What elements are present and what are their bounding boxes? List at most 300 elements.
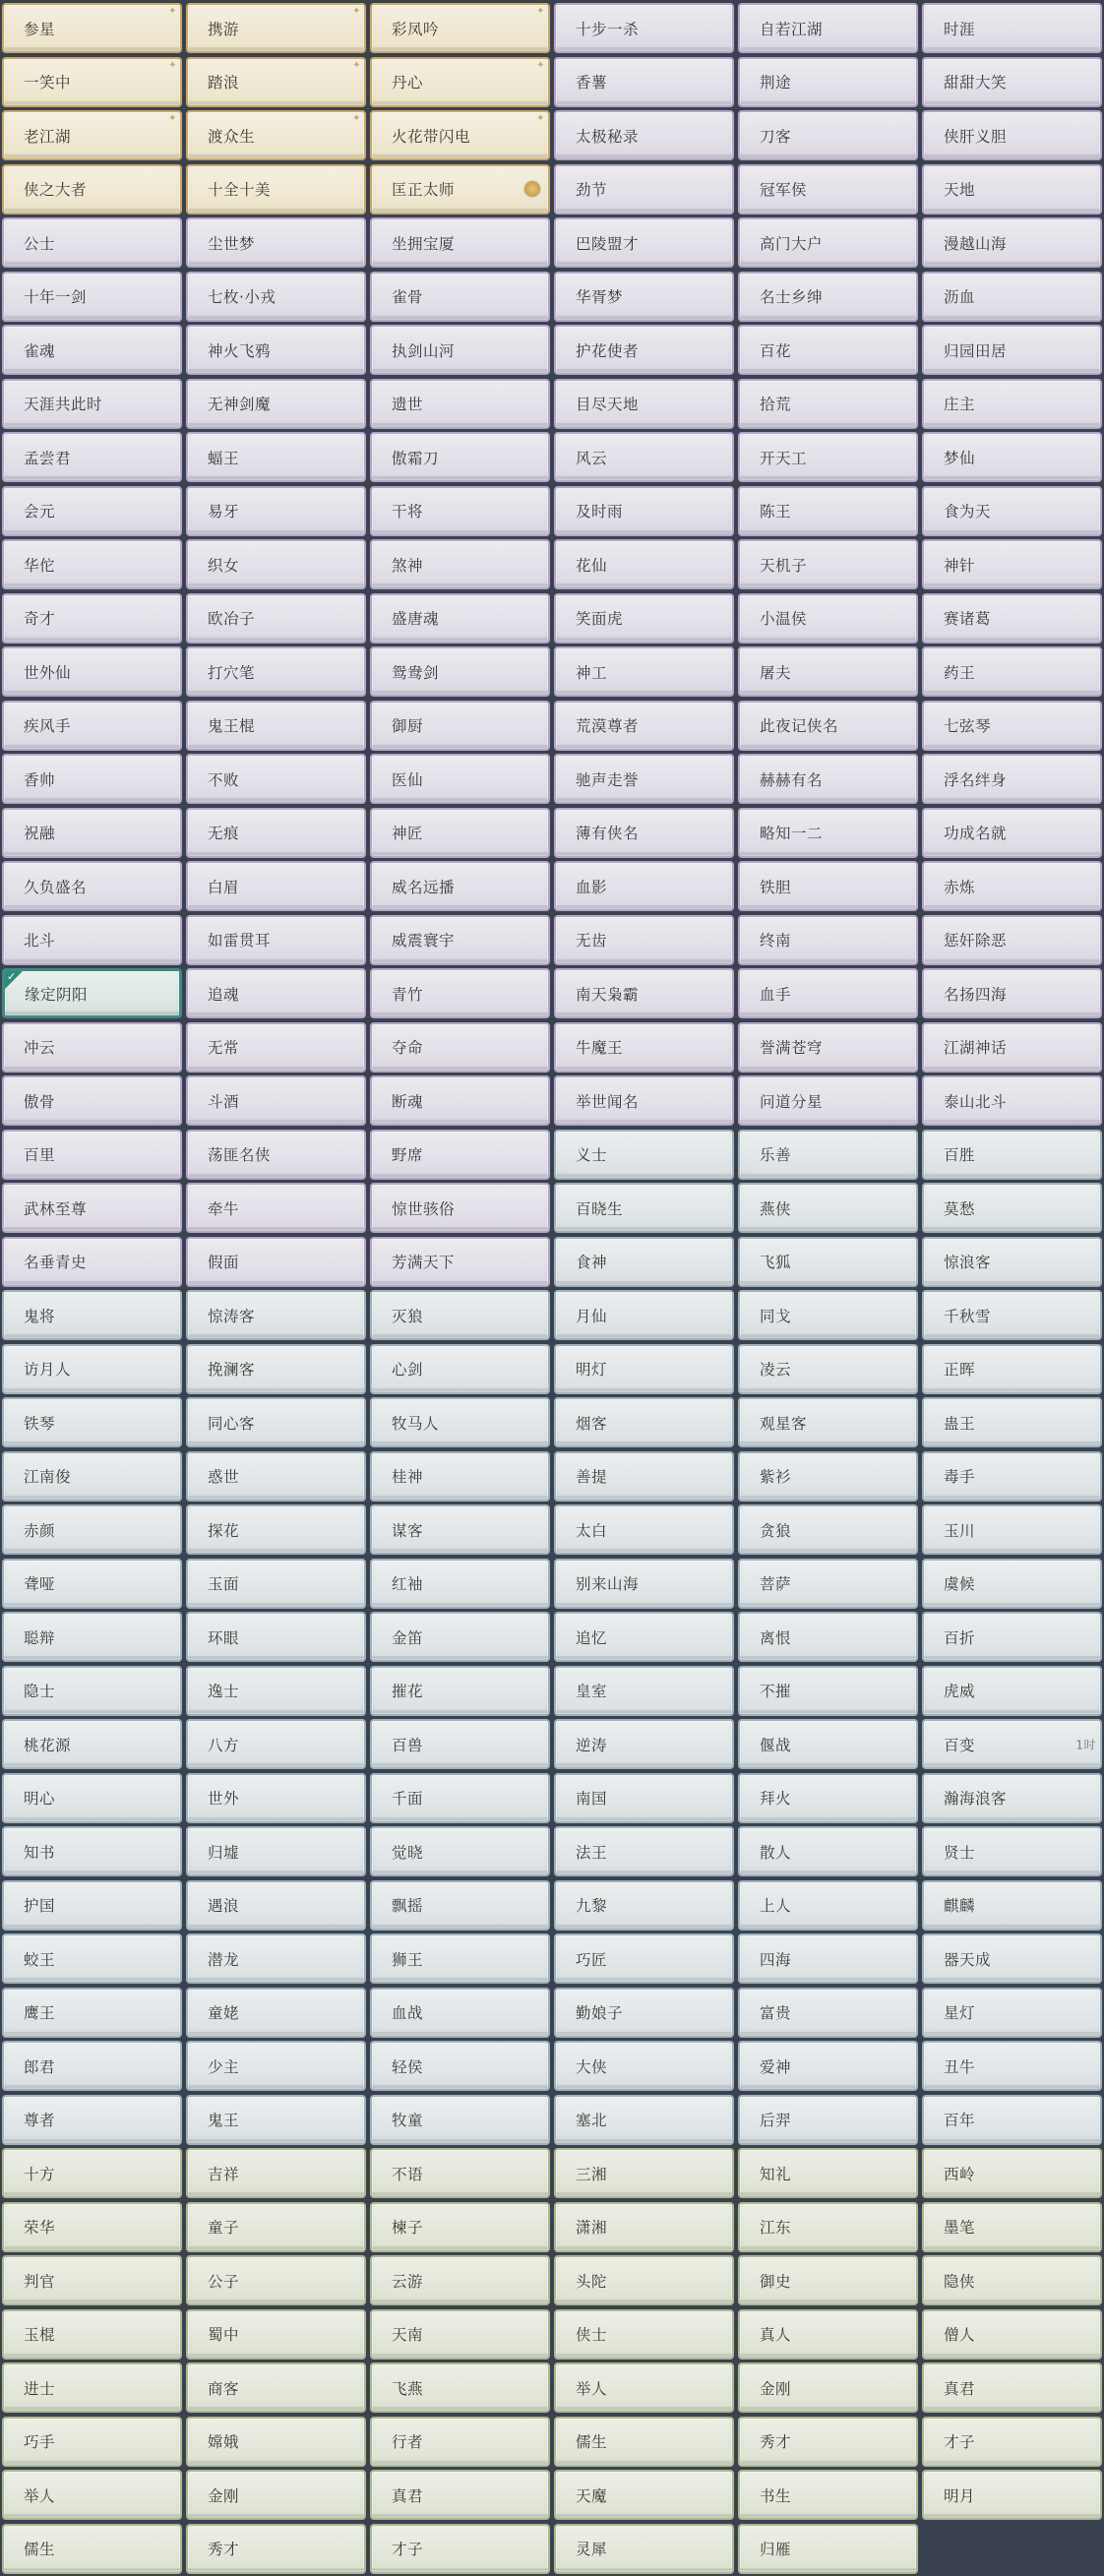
title-tag[interactable] — [738, 57, 918, 107]
title-tag[interactable] — [2, 1773, 182, 1823]
title-tag[interactable] — [738, 2417, 918, 2467]
title-tag[interactable] — [922, 1559, 1102, 1609]
title-tag[interactable] — [2, 1612, 182, 1662]
title-tag[interactable] — [186, 217, 366, 268]
title-tag[interactable] — [554, 1130, 734, 1180]
title-tag[interactable] — [186, 2255, 366, 2305]
title-tag[interactable] — [922, 1397, 1102, 1447]
title-tag[interactable] — [2, 1183, 182, 1233]
title-tag[interactable] — [922, 164, 1102, 215]
title-tag[interactable] — [922, 1237, 1102, 1287]
title-tag[interactable] — [370, 2417, 550, 2467]
title-tag[interactable] — [738, 701, 918, 751]
title-tag[interactable] — [2, 1559, 182, 1609]
title-tag[interactable] — [738, 915, 918, 965]
title-tag[interactable] — [186, 539, 366, 589]
title-tag[interactable] — [2, 915, 182, 965]
title-tag[interactable] — [370, 646, 550, 697]
title-tag-label: 轻侯 — [392, 2057, 424, 2076]
title-tag[interactable] — [2, 1666, 182, 1716]
title-tag[interactable] — [554, 2148, 734, 2198]
title-tag[interactable] — [922, 3, 1102, 53]
title-tag[interactable] — [370, 1880, 550, 1931]
title-tag[interactable] — [554, 1559, 734, 1609]
title-tag[interactable] — [2, 1130, 182, 1180]
title-tag[interactable] — [554, 1344, 734, 1394]
title-tag[interactable] — [922, 539, 1102, 589]
title-tag[interactable] — [554, 2095, 734, 2145]
title-tag[interactable] — [370, 1022, 550, 1073]
title-tag[interactable] — [922, 1666, 1102, 1716]
title-tag[interactable] — [922, 1504, 1102, 1555]
title-tag[interactable] — [370, 539, 550, 589]
title-tag[interactable] — [2, 646, 182, 697]
title-tag[interactable] — [2, 1988, 182, 2038]
title-tag[interactable] — [186, 1183, 366, 1233]
title-tag[interactable] — [738, 1988, 918, 2038]
title-tag[interactable] — [2, 432, 182, 482]
title-tag[interactable] — [922, 57, 1102, 107]
title-tag[interactable] — [370, 1237, 550, 1287]
title-tag[interactable] — [554, 379, 734, 429]
title-tag[interactable] — [2, 379, 182, 429]
title-tag[interactable] — [186, 164, 366, 215]
title-tag[interactable] — [738, 1504, 918, 1555]
title-tag[interactable] — [2, 2524, 182, 2574]
title-tag[interactable] — [554, 1826, 734, 1876]
title-tag[interactable] — [922, 1451, 1102, 1502]
title-tag[interactable] — [922, 593, 1102, 644]
title-tag[interactable] — [370, 701, 550, 751]
title-tag[interactable] — [186, 2524, 366, 2574]
title-tag[interactable] — [738, 2362, 918, 2413]
title-tag[interactable] — [186, 1290, 366, 1340]
title-tag[interactable] — [738, 1183, 918, 1233]
title-tag-label: 少主 — [208, 2057, 240, 2076]
title-tag[interactable] — [2, 2470, 182, 2520]
title-tag[interactable] — [370, 593, 550, 644]
title-tag[interactable] — [186, 646, 366, 697]
title-tag[interactable] — [2, 539, 182, 589]
title-tag[interactable] — [738, 646, 918, 697]
title-tag-label: 离恨 — [760, 1628, 792, 1647]
title-tag[interactable] — [186, 1559, 366, 1609]
title-tag[interactable] — [554, 968, 734, 1018]
title-tag[interactable] — [186, 861, 366, 911]
title-tag[interactable] — [370, 1397, 550, 1447]
title-tag[interactable] — [2, 1397, 182, 1447]
title-tag[interactable] — [2, 754, 182, 804]
title-tag[interactable] — [738, 968, 918, 1018]
title-tag[interactable] — [738, 1022, 918, 1073]
title-tag[interactable] — [186, 1130, 366, 1180]
title-tag[interactable] — [738, 1344, 918, 1394]
title-tag[interactable] — [2, 2362, 182, 2413]
title-tag[interactable] — [186, 2148, 366, 2198]
title-tag[interactable] — [370, 1130, 550, 1180]
title-tag[interactable] — [2, 861, 182, 911]
title-tag[interactable] — [370, 1504, 550, 1555]
title-tag[interactable] — [370, 379, 550, 429]
title-tag[interactable] — [186, 3, 366, 53]
title-tag[interactable] — [738, 808, 918, 858]
title-tag[interactable] — [554, 1612, 734, 1662]
title-tag[interactable] — [2, 486, 182, 536]
title-tag[interactable] — [554, 2255, 734, 2305]
title-tag[interactable] — [2, 2309, 182, 2360]
title-tag[interactable] — [922, 1183, 1102, 1233]
title-tag[interactable] — [738, 2202, 918, 2252]
title-tag[interactable] — [186, 272, 366, 322]
title-tag[interactable] — [2, 57, 182, 107]
title-tag[interactable] — [186, 57, 366, 107]
title-tag[interactable] — [370, 1933, 550, 1984]
title-tag[interactable] — [2, 2417, 182, 2467]
title-tag[interactable] — [554, 1183, 734, 1233]
title-tag-label: 千秋雪 — [944, 1307, 992, 1325]
title-tag[interactable] — [922, 1075, 1102, 1126]
title-tag[interactable] — [554, 57, 734, 107]
title-tag[interactable] — [2, 2202, 182, 2252]
title-tag[interactable] — [370, 2095, 550, 2145]
title-tag[interactable] — [554, 593, 734, 644]
title-tag[interactable] — [738, 1612, 918, 1662]
title-tag[interactable] — [738, 1933, 918, 1984]
title-tag[interactable] — [370, 110, 550, 160]
title-tag[interactable] — [922, 808, 1102, 858]
title-tag-label: 食为天 — [944, 503, 992, 521]
title-tag[interactable] — [370, 432, 550, 482]
title-tag[interactable] — [738, 1237, 918, 1287]
title-tag[interactable] — [554, 1933, 734, 1984]
title-tag-label: 巧手 — [24, 2433, 56, 2451]
title-tag[interactable] — [922, 1773, 1102, 1823]
title-tag[interactable] — [186, 1451, 366, 1502]
title-tag[interactable] — [186, 1719, 366, 1769]
title-tag[interactable] — [738, 272, 918, 322]
title-tag[interactable] — [186, 2470, 366, 2520]
title-tag[interactable] — [738, 1880, 918, 1931]
title-tag[interactable] — [186, 2041, 366, 2091]
title-tag[interactable] — [922, 486, 1102, 536]
title-tag[interactable] — [554, 1666, 734, 1716]
title-tag[interactable] — [370, 2255, 550, 2305]
title-tag[interactable] — [554, 2202, 734, 2252]
title-tag[interactable] — [922, 1130, 1102, 1180]
title-tag[interactable] — [738, 2095, 918, 2145]
title-tag[interactable] — [370, 1773, 550, 1823]
title-tag[interactable] — [2, 593, 182, 644]
title-tag[interactable] — [370, 915, 550, 965]
title-tag[interactable] — [922, 2255, 1102, 2305]
title-tag[interactable] — [738, 2148, 918, 2198]
title-tag[interactable] — [554, 861, 734, 911]
title-tag[interactable] — [186, 486, 366, 536]
title-tag[interactable] — [554, 1022, 734, 1073]
title-tag[interactable] — [554, 1237, 734, 1287]
title-tag[interactable] — [738, 1451, 918, 1502]
title-tag[interactable] — [554, 1451, 734, 1502]
title-tag[interactable] — [554, 1880, 734, 1931]
title-tag[interactable] — [554, 432, 734, 482]
title-tag[interactable] — [738, 2470, 918, 2520]
title-tag[interactable] — [370, 3, 550, 53]
title-tag[interactable] — [2, 272, 182, 322]
title-tag[interactable] — [370, 486, 550, 536]
title-tag[interactable] — [738, 2309, 918, 2360]
title-tag[interactable] — [186, 915, 366, 965]
title-tag[interactable] — [738, 1666, 918, 1716]
title-tag[interactable] — [554, 217, 734, 268]
title-tag[interactable] — [370, 1719, 550, 1769]
title-tag[interactable] — [738, 486, 918, 536]
title-tag[interactable] — [738, 2524, 918, 2574]
title-tag[interactable] — [186, 379, 366, 429]
title-tag[interactable] — [2, 1504, 182, 1555]
title-tag[interactable] — [370, 2041, 550, 2091]
title-tag[interactable] — [738, 432, 918, 482]
title-tag[interactable] — [922, 2417, 1102, 2467]
title-tag[interactable] — [738, 1773, 918, 1823]
title-tag[interactable] — [738, 3, 918, 53]
title-tag[interactable] — [370, 808, 550, 858]
title-tag[interactable] — [922, 2095, 1102, 2145]
title-tag[interactable] — [922, 2309, 1102, 2360]
title-tag[interactable] — [922, 1612, 1102, 1662]
title-tag[interactable] — [370, 2362, 550, 2413]
title-tag[interactable] — [738, 164, 918, 215]
title-tag[interactable] — [2, 2095, 182, 2145]
title-tag[interactable] — [186, 1880, 366, 1931]
title-tag[interactable] — [186, 1933, 366, 1984]
title-tag[interactable] — [370, 1344, 550, 1394]
title-tag-label: 巧匠 — [576, 1950, 608, 1969]
title-tag[interactable] — [554, 808, 734, 858]
title-tag[interactable] — [2, 325, 182, 375]
title-tag[interactable] — [554, 646, 734, 697]
title-tag[interactable] — [2, 808, 182, 858]
title-tag[interactable] — [922, 2202, 1102, 2252]
title-tag[interactable] — [922, 2041, 1102, 2091]
title-tag-label: 书生 — [760, 2486, 792, 2505]
title-tag[interactable] — [554, 539, 734, 589]
title-tag[interactable] — [738, 1719, 918, 1769]
title-tag-label: 刀客 — [760, 127, 792, 146]
title-tag[interactable] — [2, 1237, 182, 1287]
title-tag[interactable] — [2, 217, 182, 268]
title-tag[interactable] — [554, 2041, 734, 2091]
title-tag-label: 郎君 — [24, 2057, 56, 2076]
title-tag[interactable] — [370, 2202, 550, 2252]
title-tag[interactable] — [738, 1290, 918, 1340]
title-tag[interactable] — [186, 1344, 366, 1394]
title-tag[interactable] — [2, 2041, 182, 2091]
title-tag[interactable] — [186, 2417, 366, 2467]
title-tag[interactable] — [2, 701, 182, 751]
title-tag[interactable] — [186, 2362, 366, 2413]
title-tag[interactable] — [922, 110, 1102, 160]
title-tag[interactable] — [738, 2255, 918, 2305]
title-tag[interactable] — [2, 1022, 182, 1073]
title-tag[interactable] — [370, 2524, 550, 2574]
title-tag[interactable] — [370, 968, 550, 1018]
title-tag[interactable] — [554, 1397, 734, 1447]
title-tag[interactable] — [922, 861, 1102, 911]
title-tag[interactable] — [370, 2309, 550, 2360]
title-tag[interactable] — [554, 2524, 734, 2574]
title-tag[interactable] — [922, 2470, 1102, 2520]
title-tag[interactable] — [922, 1988, 1102, 2038]
title-tag[interactable] — [922, 1290, 1102, 1340]
title-tag[interactable] — [554, 1290, 734, 1340]
title-tag[interactable] — [554, 2470, 734, 2520]
title-tag[interactable] — [922, 754, 1102, 804]
title-tag[interactable] — [370, 861, 550, 911]
title-tag[interactable] — [370, 164, 550, 215]
title-tag[interactable] — [2, 2148, 182, 2198]
title-tag[interactable] — [2, 1933, 182, 1984]
title-tag[interactable] — [738, 1130, 918, 1180]
title-tag[interactable] — [186, 110, 366, 160]
title-tag[interactable] — [554, 3, 734, 53]
title-tag[interactable] — [2, 1290, 182, 1340]
title-tag[interactable] — [922, 379, 1102, 429]
title-tag[interactable] — [922, 1344, 1102, 1394]
title-tag[interactable] — [370, 57, 550, 107]
title-tag[interactable] — [370, 272, 550, 322]
title-tag[interactable] — [738, 754, 918, 804]
title-tag[interactable] — [2, 2255, 182, 2305]
title-tag[interactable] — [370, 217, 550, 268]
title-tag[interactable] — [922, 968, 1102, 1018]
title-tag[interactable] — [370, 754, 550, 804]
title-tag[interactable] — [186, 2095, 366, 2145]
title-tag[interactable] — [738, 1397, 918, 1447]
title-tag[interactable] — [554, 915, 734, 965]
title-tag[interactable] — [922, 1719, 1102, 1769]
title-tag[interactable] — [738, 217, 918, 268]
title-tag[interactable] — [186, 1397, 366, 1447]
title-tag[interactable] — [186, 593, 366, 644]
title-tag-label: 紫衫 — [760, 1468, 792, 1486]
title-tag[interactable] — [186, 1022, 366, 1073]
title-tag[interactable] — [554, 2309, 734, 2360]
title-tag[interactable] — [186, 325, 366, 375]
title-tag[interactable] — [186, 2202, 366, 2252]
title-tag[interactable] — [186, 1773, 366, 1823]
title-tag[interactable] — [554, 701, 734, 751]
title-tag[interactable] — [370, 1988, 550, 2038]
title-tag[interactable] — [2, 164, 182, 215]
title-tag[interactable] — [2, 1880, 182, 1931]
title-tag[interactable] — [186, 968, 366, 1018]
title-tag[interactable] — [738, 593, 918, 644]
title-tag[interactable] — [738, 1075, 918, 1126]
title-tag[interactable] — [186, 1666, 366, 1716]
title-tag[interactable] — [554, 2362, 734, 2413]
title-tag-label: 功成名就 — [944, 825, 1008, 842]
title-tag[interactable] — [186, 701, 366, 751]
title-tag[interactable] — [554, 486, 734, 536]
title-tag[interactable] — [370, 2148, 550, 2198]
title-tag[interactable] — [922, 217, 1102, 268]
title-tag[interactable] — [554, 1773, 734, 1823]
title-tag[interactable] — [738, 2041, 918, 2091]
title-tag-label: 煞神 — [392, 556, 424, 575]
title-tag[interactable] — [554, 164, 734, 215]
title-tag[interactable] — [186, 432, 366, 482]
title-tag[interactable] — [554, 1719, 734, 1769]
title-tag[interactable] — [922, 701, 1102, 751]
title-tag[interactable] — [922, 272, 1102, 322]
title-tag[interactable] — [186, 1826, 366, 1876]
title-tag[interactable] — [370, 325, 550, 375]
title-tag[interactable] — [738, 325, 918, 375]
title-tag[interactable] — [2, 1344, 182, 1394]
title-tag[interactable] — [922, 1880, 1102, 1931]
title-tag[interactable] — [186, 808, 366, 858]
title-tag[interactable] — [2, 1719, 182, 1769]
title-tag[interactable] — [2, 110, 182, 160]
title-tag[interactable] — [186, 1075, 366, 1126]
title-tag[interactable] — [922, 1826, 1102, 1876]
title-tag[interactable] — [2, 1451, 182, 1502]
title-tag[interactable] — [738, 379, 918, 429]
title-tag[interactable] — [370, 1826, 550, 1876]
title-tag[interactable] — [554, 1075, 734, 1126]
title-tag[interactable] — [922, 325, 1102, 375]
title-tag[interactable] — [370, 1559, 550, 1609]
title-tag[interactable] — [738, 1559, 918, 1609]
title-tag[interactable] — [370, 1451, 550, 1502]
title-tag[interactable] — [370, 1075, 550, 1126]
title-tag[interactable] — [922, 2148, 1102, 2198]
title-tag[interactable] — [554, 1988, 734, 2038]
title-tag[interactable] — [186, 1237, 366, 1287]
title-tag[interactable] — [2, 1075, 182, 1126]
title-tag[interactable] — [370, 1290, 550, 1340]
title-tag[interactable] — [186, 2309, 366, 2360]
title-tag[interactable] — [738, 861, 918, 911]
title-tag[interactable] — [922, 915, 1102, 965]
title-tag[interactable] — [370, 1612, 550, 1662]
title-tag[interactable] — [922, 1022, 1102, 1073]
title-tag[interactable] — [554, 754, 734, 804]
title-tag[interactable] — [738, 110, 918, 160]
title-tag[interactable] — [186, 1988, 366, 2038]
title-tag[interactable] — [554, 2417, 734, 2467]
title-tag[interactable] — [922, 432, 1102, 482]
title-tag[interactable] — [370, 2470, 550, 2520]
title-tag[interactable] — [554, 110, 734, 160]
title-tag[interactable] — [738, 539, 918, 589]
title-tag[interactable] — [370, 1183, 550, 1233]
title-tag[interactable] — [738, 1826, 918, 1876]
title-tag[interactable] — [922, 2362, 1102, 2413]
title-tag[interactable] — [186, 1612, 366, 1662]
title-tag[interactable] — [186, 1504, 366, 1555]
title-tag[interactable] — [2, 1826, 182, 1876]
title-tag[interactable] — [922, 1933, 1102, 1984]
title-tag[interactable] — [2, 3, 182, 53]
title-tag[interactable] — [554, 325, 734, 375]
title-tag[interactable] — [554, 272, 734, 322]
title-tag[interactable] — [2, 968, 182, 1018]
title-tag[interactable] — [554, 1504, 734, 1555]
title-tag[interactable] — [922, 646, 1102, 697]
title-tag[interactable] — [370, 1666, 550, 1716]
title-tag[interactable] — [186, 754, 366, 804]
